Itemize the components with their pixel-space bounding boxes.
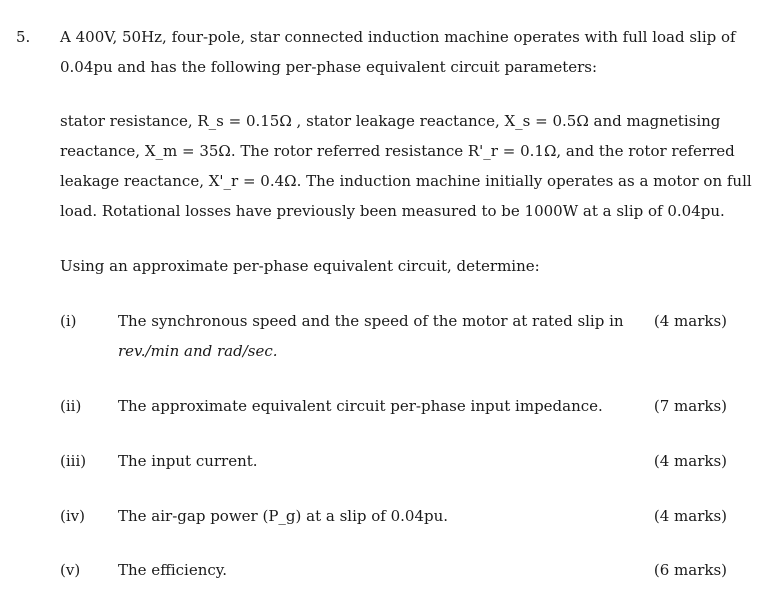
part-ii-text: The approximate equivalent circuit per-phase input impedance.	[118, 397, 603, 415]
question-number: 5.	[16, 28, 31, 46]
part-i-text: The synchronous speed and the speed of the motor at rated slip in	[118, 312, 624, 330]
params-line-2: reactance, X_m = 35Ω. The rotor referred resistance R'_r = 0.1Ω, and the rotor referred	[60, 142, 735, 160]
part-iii-text: The input current.	[118, 452, 258, 470]
instruction: Using an approximate per-phase equivalent circuit, determine:	[60, 257, 540, 275]
part-i-text-continued: rev./min and rad/sec.	[118, 342, 278, 360]
part-v-text: The efficiency.	[118, 561, 228, 579]
part-iv-text: The air-gap power (P_g) at a slip of 0.04pu.	[118, 507, 449, 525]
part-i-marks: (4 marks)	[653, 312, 727, 330]
intro-line-2: 0.04pu and has the following per-phase equivalent circuit parameters:	[60, 58, 598, 76]
part-iii-number: (iii)	[60, 452, 87, 470]
part-v-marks: (6 marks)	[653, 561, 727, 579]
params-line-4: load. Rotational losses have previously been measured to be 1000W at a slip of 0.04pu.	[60, 202, 725, 220]
part-i-number: (i)	[60, 312, 77, 330]
part-v-number: (v)	[60, 561, 81, 579]
params-line-3: leakage reactance, X'_r = 0.4Ω. The induction machine initially operates as a motor on full	[60, 172, 752, 190]
intro-line-1: A 400V, 50Hz, four-pole, star connected induction machine operates with full load slip of	[60, 28, 736, 46]
part-iv-marks: (4 marks)	[653, 507, 727, 525]
part-ii-marks: (7 marks)	[653, 397, 727, 415]
part-ii-number: (ii)	[60, 397, 82, 415]
params-line-1: stator resistance, R_s = 0.15Ω , stator leakage reactance, X_s = 0.5Ω and magnetising	[60, 112, 721, 130]
part-iii-marks: (4 marks)	[653, 452, 727, 470]
part-iv-number: (iv)	[60, 507, 85, 525]
